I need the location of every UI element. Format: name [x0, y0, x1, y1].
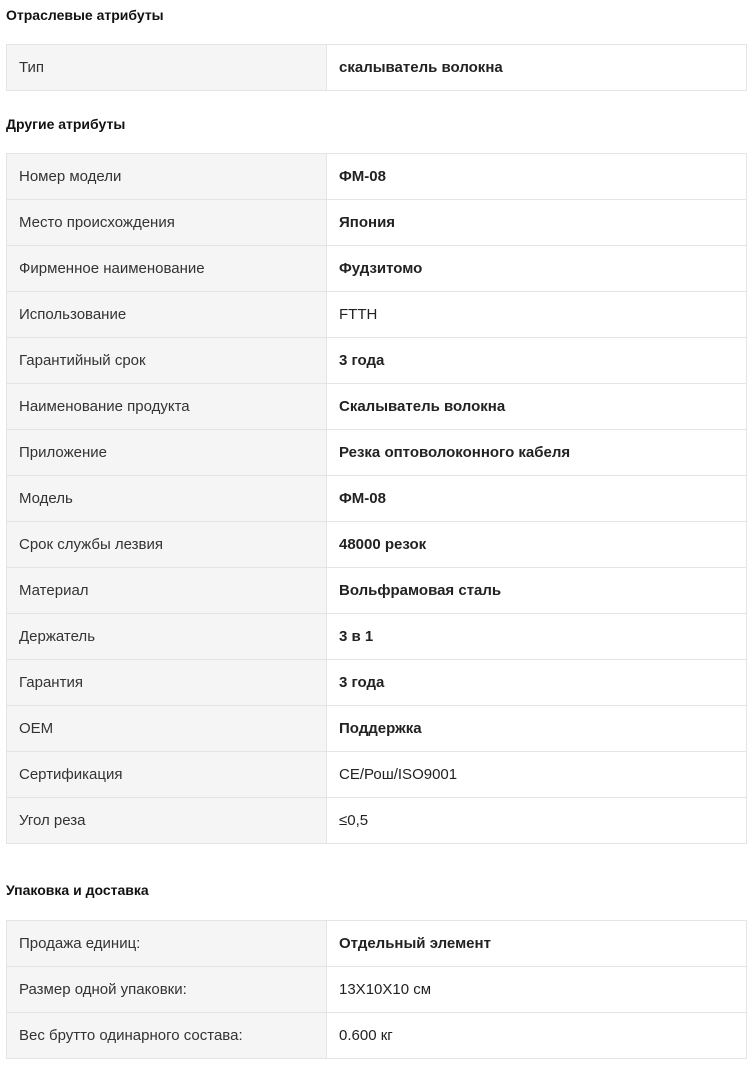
- table-row: [7, 430, 747, 476]
- table-row: [7, 1013, 747, 1059]
- attribute-value: 3 года: [327, 338, 747, 384]
- attribute-key: Использование: [7, 292, 327, 338]
- attribute-key: Приложение: [7, 430, 327, 476]
- table-row: [7, 45, 747, 91]
- attribute-key: Наименование продукта: [7, 384, 327, 430]
- attribute-key: Модель: [7, 476, 327, 522]
- other-attributes-table: [6, 153, 747, 844]
- packaging-delivery-heading: Упаковка и доставка: [6, 882, 149, 898]
- attribute-value: ФМ-08: [327, 476, 747, 522]
- table-row: [7, 798, 747, 844]
- attribute-value: Вольфрамовая сталь: [327, 568, 747, 614]
- table-row: [7, 384, 747, 430]
- attribute-key: Сертификация: [7, 752, 327, 798]
- attribute-key: Угол реза: [7, 798, 327, 844]
- attribute-value: 3 в 1: [327, 614, 747, 660]
- attribute-value: 48000 резок: [327, 522, 747, 568]
- industry-attributes-heading: Отраслевые атрибуты: [6, 7, 164, 23]
- attribute-key: Размер одной упаковки:: [7, 967, 327, 1013]
- other-attributes-heading: Другие атрибуты: [6, 116, 126, 132]
- attribute-key: Тип: [7, 45, 327, 91]
- attribute-key: Срок службы лезвия: [7, 522, 327, 568]
- industry-attributes-table: [6, 44, 747, 91]
- attribute-value: 3 года: [327, 660, 747, 706]
- attribute-key: Гарантия: [7, 660, 327, 706]
- attribute-value: Япония: [327, 200, 747, 246]
- table-row: [7, 568, 747, 614]
- attribute-value: ≤0,5: [327, 798, 747, 844]
- attribute-key: Гарантийный срок: [7, 338, 327, 384]
- attribute-value: Поддержка: [327, 706, 747, 752]
- table-row: [7, 292, 747, 338]
- attribute-key: Материал: [7, 568, 327, 614]
- packaging-delivery-table: [6, 920, 747, 1059]
- attribute-value: FTTH: [327, 292, 747, 338]
- attribute-key: Номер модели: [7, 154, 327, 200]
- attribute-key: Держатель: [7, 614, 327, 660]
- table-row: [7, 338, 747, 384]
- attribute-value: Скалыватель волокна: [327, 384, 747, 430]
- attribute-value: Отдельный элемент: [327, 921, 747, 967]
- table-row: [7, 246, 747, 292]
- table-row: [7, 476, 747, 522]
- attribute-value: 13X10X10 см: [327, 967, 747, 1013]
- attribute-key: Вес брутто одинарного состава:: [7, 1013, 327, 1059]
- table-row: [7, 660, 747, 706]
- table-row: [7, 967, 747, 1013]
- attribute-key: Фирменное наименование: [7, 246, 327, 292]
- table-row: [7, 706, 747, 752]
- attribute-value: скалыватель волокна: [327, 45, 747, 91]
- attribute-value: Резка оптоволоконного кабеля: [327, 430, 747, 476]
- attribute-value: ФМ-08: [327, 154, 747, 200]
- attribute-key: OEM: [7, 706, 327, 752]
- table-row: [7, 752, 747, 798]
- attribute-key: Место происхождения: [7, 200, 327, 246]
- attribute-value: Фудзитомо: [327, 246, 747, 292]
- attribute-key: Продажа единиц:: [7, 921, 327, 967]
- table-row: [7, 921, 747, 967]
- attribute-value: 0.600 кг: [327, 1013, 747, 1059]
- table-row: [7, 614, 747, 660]
- table-row: [7, 154, 747, 200]
- table-row: [7, 522, 747, 568]
- table-row: [7, 200, 747, 246]
- attribute-value: CE/Рош/ISO9001: [327, 752, 747, 798]
